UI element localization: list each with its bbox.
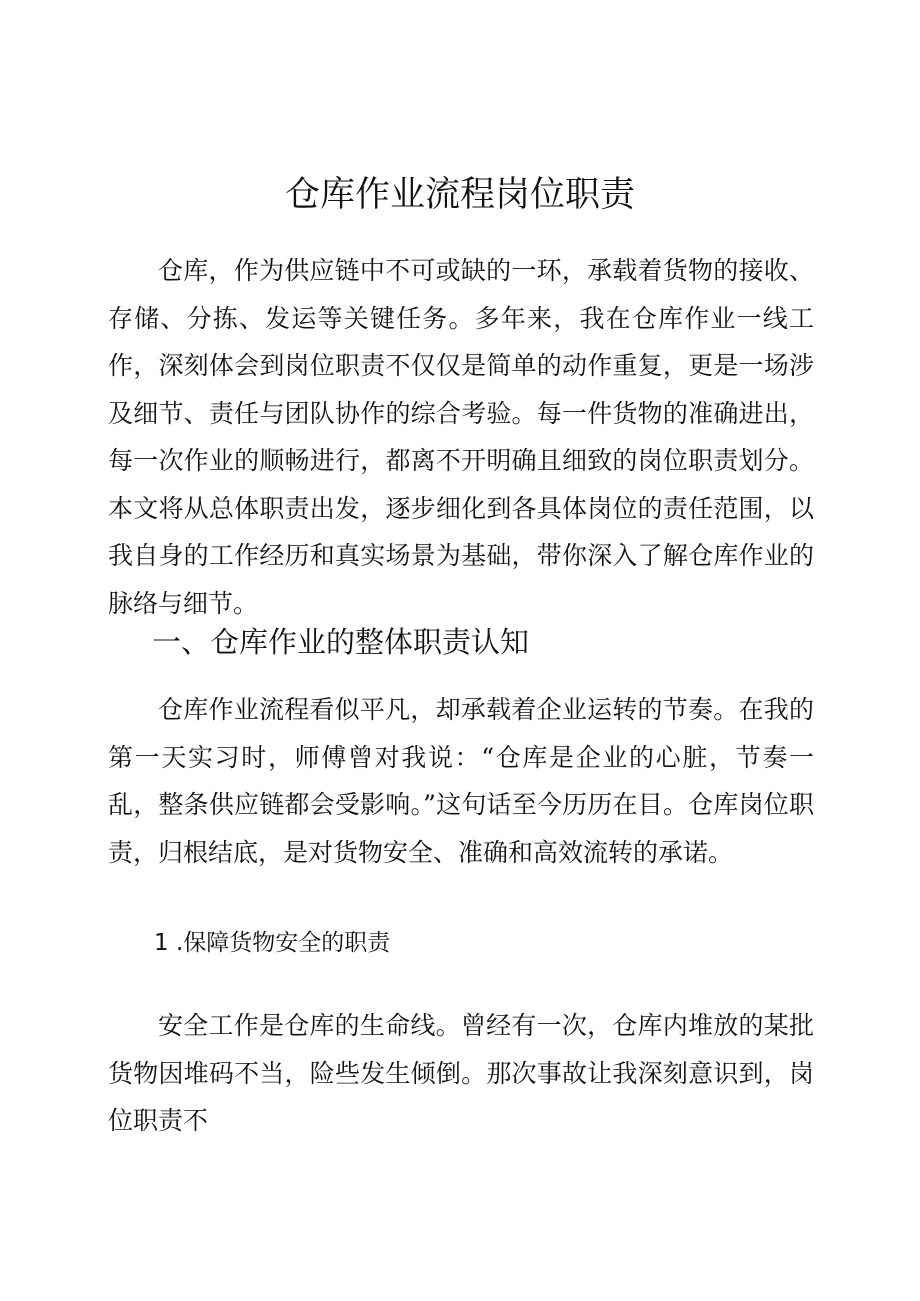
subsection-paragraph: 安全工作是仓库的生命线。曾经有一次，仓库内堆放的某批货物因堆码不当，险些发生倾倒。那次事故让我深刻意识到，岗位职责不 [108,1011,814,1135]
subsection-heading: 1 .保障货物安全的职责 [154,930,391,956]
section-heading: 一、仓库作业的整体职责认知 [152,625,530,659]
intro-paragraph: 仓库，作为供应链中不可或缺的一环，承载着货物的接收、存储、分拣、发运等关键任务。多年来，我在仓库作业一线工作，深刻体会到岗位职责不仅仅是简单的动作重复，更是一场涉及细节、责任与团队协作的综合考验。每一件货物的准确进出，每一次作业的顺畅进行，都离不开明确且细致的岗位职责划分。本文将从总体职责出发，逐步细化到各具体岗位的责任范围，以我自身的工作经历和真实场景为基础，带你深入了解仓库作业的脉络与细节。 [108,256,814,618]
document-title: 仓库作业流程岗位职责 [284,175,635,215]
section-paragraph: 仓库作业流程看似平凡，却承载着企业运转的节奏。在我的第一天实习时，师傅曾对我说：“仓库是企业的心脏，节奏一乱，整条供应链都会受影响。”这句话至今历历在目。仓库岗位职责，归根结底，是对货物安全、准确和高效流转的承诺。 [108,695,814,867]
